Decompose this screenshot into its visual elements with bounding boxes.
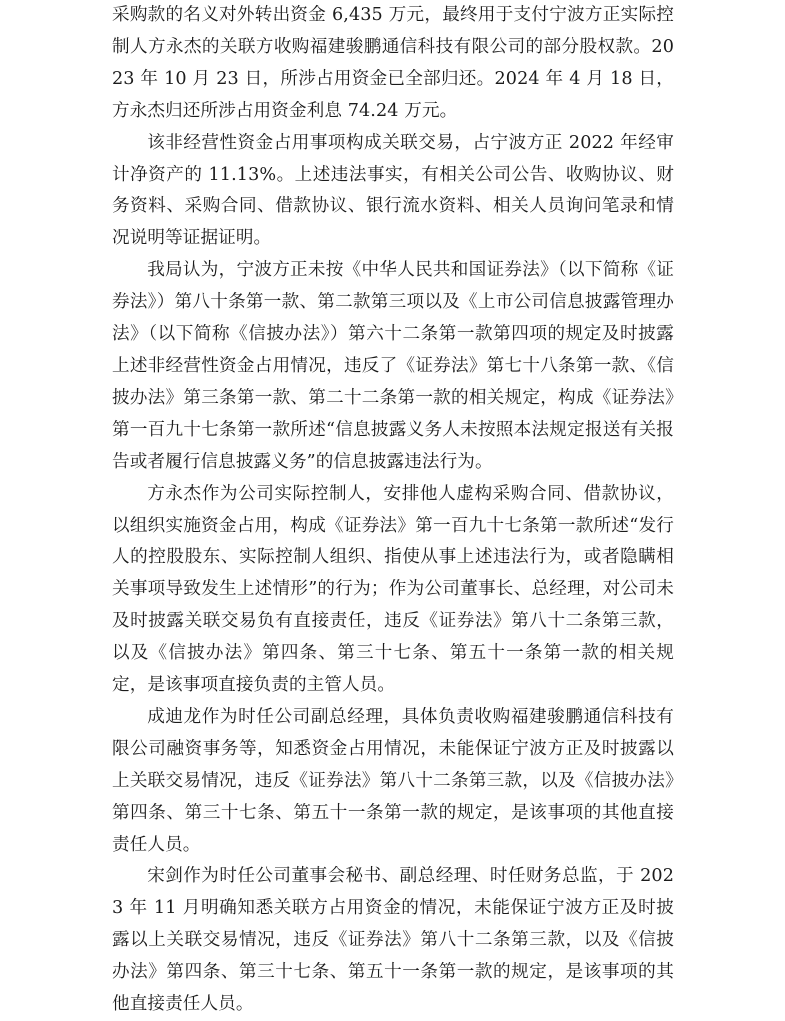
paragraph-song-jian: 宋剑作为时任公司董事会秘书、副总经理、时任财务总监，于 2023 年 11 月明确知悉关联方占用资金的情况，未能保证宁波方正及时披露以上关联交易情况，违反《证券法》第八十二条第三款，以及《信披办法》第四条、第三十七条、第五十一条第一款的规定，是该事项的其他直接责任人员。 [112,866,674,1015]
document-body [112,0,674,1021]
paragraph-bureau-opinion: 我局认为，宁波方正未按《中华人民共和国证券法》（以下简称《证券法》）第八十条第一款、第二款第三项以及《上市公司信息披露管理办法》（以下简称《信披办法》）第六十二条第一款第四项的规定及时披露上述非经营性资金占用情况，违反了《证券法》第七十八条第一款、《信披办法》第三条第一款、第二十二条第一款的相关规定，构成《证券法》第一百九十七条第一款所述“信息披露义务人未按照本法规定报送有关报告或者履行信息披露义务”的信息披露违法行为。 [112,260,674,472]
paragraph-related-party-transaction: 该非经营性资金占用事项构成关联交易，占宁波方正 2022 年经审计净资产的 11.13%。上述违法事实，有相关公司公告、收购协议、财务资料、采购合同、借款协议、银行流水资料、相关人员询问笔录和情况说明等证据证明。 [112,132,674,249]
paragraph-cheng-dilong: 成迪龙作为时任公司副总经理，具体负责收购福建骏鹏通信科技有限公司融资事务等，知悉资金占用情况，未能保证宁波方正及时披露以上关联交易情况，违反《证券法》第八十二条第三款，以及《信披办法》第四条、第三十七条、第五十一条第一款的规定，是该事项的其他直接责任人员。 [112,706,674,855]
paragraph-continued-funds-transfer: 采购款的名义对外转出资金 6,435 万元，最终用于支付宁波方正实际控制人方永杰的关联方收购福建骏鹏通信科技有限公司的部分股权款。2023 年 10 月 23 日，所涉占用资金已全部归还。2024 年 4 月 18 日，方永杰归还所涉占用资金利息 74.24 万元。 [112,5,674,121]
paragraph-fang-yongjie: 方永杰作为公司实际控制人，安排他人虚构采购合同、借款协议，以组织实施资金占用，构成《证券法》第一百九十七条第一款所述“发行人的控股股东、实际控制人组织、指使从事上述违法行为，或者隐瞒相关事项导致发生上述情形”的行为；作为公司董事长、总经理，对公司未及时披露关联交易负有直接责任，违反《证券法》第八十二条第三款，以及《信披办法》第四条、第三十七条、第五十一条第一款的相关规定，是该事项直接负责的主管人员。 [112,483,674,696]
